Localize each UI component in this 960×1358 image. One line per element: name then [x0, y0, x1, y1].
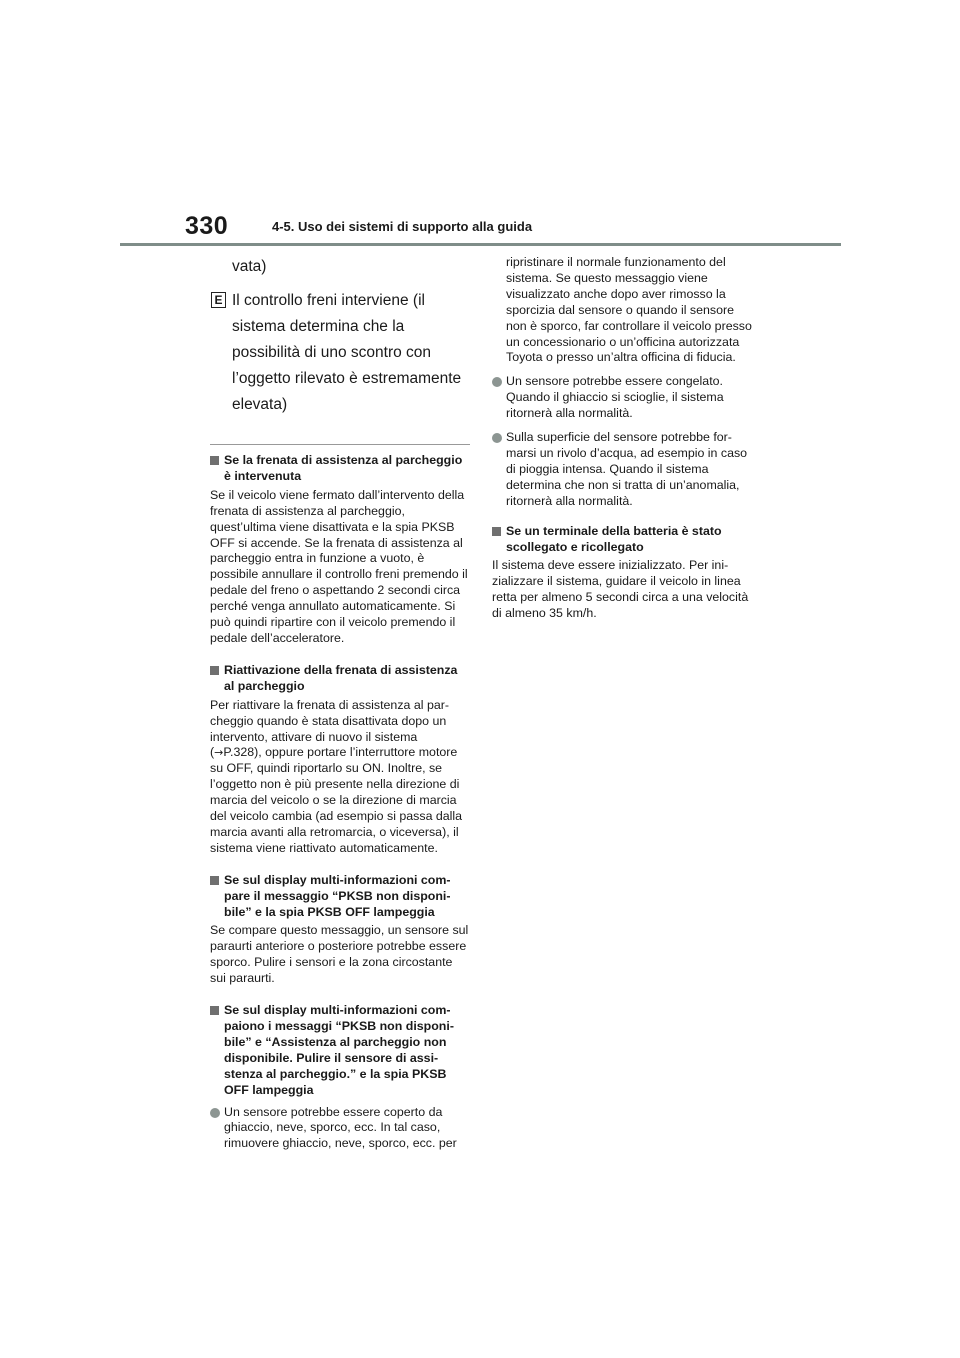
bullet-text: Un sensore potrebbe essere congelato. Quando il ghiaccio si scioglie, il sistema ritornerà alla normalità.	[506, 374, 724, 421]
paragraph	[210, 698, 470, 857]
arrow-right-icon: →	[214, 746, 224, 760]
paragraph: Il sistema deve essere inizializzato. Per inizializzare il sistema, guidare il veicolo in linea retta per almeno 5 secondi circa a una velocità di almeno 35 km/h.	[492, 558, 749, 621]
bullet-item	[492, 430, 754, 510]
paragraph: Se il veicolo viene fermato dall’intervento della frenata di assistenza al parcheggio, quest’ultima viene disattivata e la spia PKSB OFF si accende. Se la frenata di assistenza al parcheggio entra in funzione a vuoto, è possibile annullare il controllo freni premendo il pedale del freno o aspettando 2 secondi circa perché venga annullato automaticamente. Si può quindi ripartire con il veicolo premendo il pedale dell’acceleratore.	[210, 487, 468, 645]
heading-text: Se sul display multi-informazioni compare il messaggio “PKSB non disponibile” e la spia PKSB OFF lampeggia	[224, 872, 451, 919]
left-column	[210, 254, 470, 1152]
page-number: 330	[185, 212, 229, 240]
heading-text: Riattivazione della frenata di assistenza al parcheggio	[224, 662, 458, 693]
circle-bullet-icon	[492, 433, 502, 443]
circle-bullet-icon	[492, 377, 502, 387]
section-heading	[210, 453, 470, 485]
bullet-item	[492, 374, 754, 422]
right-column	[492, 255, 754, 622]
bullet-item	[210, 1105, 470, 1153]
square-bullet-icon	[210, 456, 219, 465]
square-bullet-icon	[210, 876, 219, 885]
heading-text: Se sul display multi-informazioni compaiono i messaggi “PKSB non disponibile” e “Assistenza al parcheggio non disponibile. Pulire il sensore di assistenza al parcheggio.” e la spia PKSB OFF lampeggia	[224, 1003, 454, 1097]
bullet-text: Sulla superficie del sensore potrebbe formarsi un rivolo d’acqua, ad esempio in caso di pioggia intensa. Quando il sistema determina che non si tratta di un’anomalia, ritornerà alla normalità.	[506, 430, 748, 508]
heading-text: Se la frenata di assistenza al parcheggio è intervenuta	[224, 453, 463, 483]
bullet-continuation: ripristinare il normale funzionamento del sistema. Se questo messaggio viene visualizzato anche dopo aver rimosso la sporcizia dal sensore o quando il sensore non è sporco, far controllare il veicolo presso un concessionario o un’officina autorizzata Toyota o presso un’altra officina di fiducia.	[506, 255, 752, 365]
section-title: 4-5. Uso dei sistemi di supporto alla guida	[272, 219, 533, 234]
section-heading	[210, 873, 470, 921]
circle-bullet-icon	[210, 1108, 220, 1118]
paragraph-text: Per riattivare la frenata di assistenza al parcheggio quando è stata disattivata dopo un intervento, attivare di nuovo il sistema (	[210, 697, 449, 760]
section-heading	[210, 1003, 470, 1098]
list-item-text: Il controllo freni interviene (il sistema determina che la possibilità di uno scontro con l’oggetto rilevato è estremamente elevata)	[232, 292, 462, 413]
square-bullet-icon	[210, 1006, 219, 1015]
square-bullet-icon	[210, 666, 219, 675]
section-divider	[210, 444, 470, 445]
section-heading	[492, 524, 754, 556]
paragraph: Se compare questo messaggio, un sensore sul paraurti anteriore o posteriore potrebbe essere sporco. Pulire i sensori e la zona circostante sui paraurti.	[210, 923, 469, 986]
header-divider	[120, 243, 841, 246]
page-header	[0, 0, 960, 250]
page-reference-link[interactable]: P.328), oppure portare l’interruttore motore su OFF, quindi riportarlo su ON. Inoltre, se l’oggetto non è più presente nella direzione di marcia del veicolo o se la direzione di marcia del veicolo cambia (ad esempio si passa dalla marcia avanti alla retromarcia, o viceversa), il sistema viene riattivato automaticamente.	[210, 745, 463, 855]
heading-text: Se un terminale della batteria è stato scollegato e ricollegato	[506, 523, 722, 554]
list-continuation: vata)	[232, 258, 267, 275]
bullet-text: Un sensore potrebbe essere coperto da ghiaccio, neve, sporco, ecc. In tal caso, rimuovere ghiaccio, neve, sporco, ecc. per	[224, 1104, 457, 1151]
list-item-e	[210, 288, 470, 418]
section-heading	[210, 663, 470, 695]
square-bullet-icon	[492, 527, 501, 536]
item-letter-badge: E	[211, 292, 226, 308]
